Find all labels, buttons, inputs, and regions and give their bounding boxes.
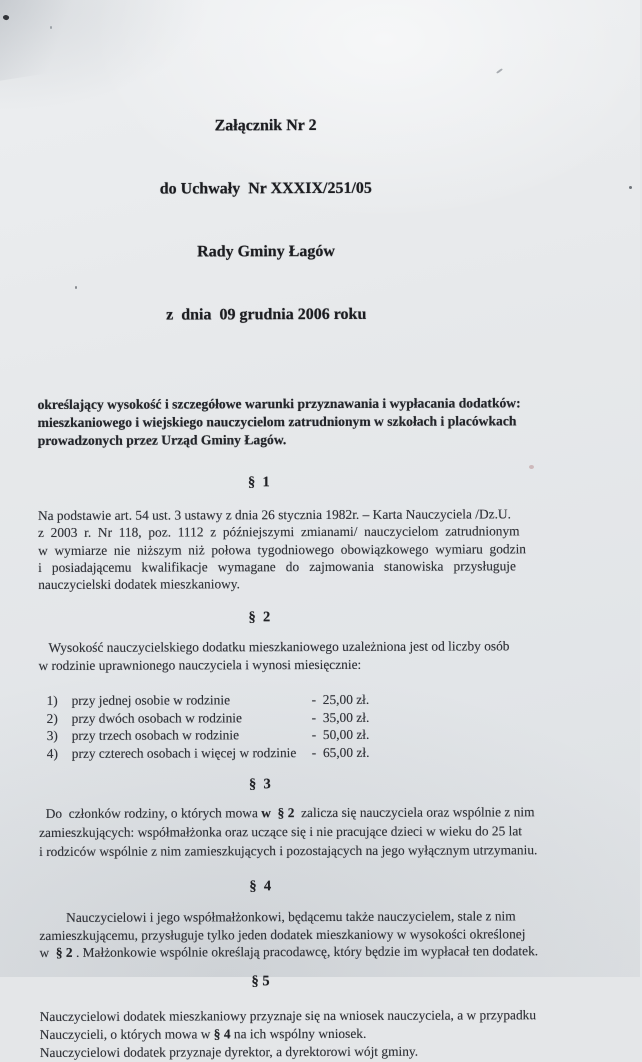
attachment-header xyxy=(36,72,611,368)
item-label: przy czterech osobach i więcej w rodzinie xyxy=(71,744,297,761)
allowance-row xyxy=(39,690,613,710)
item-amount: - 50,00 zł. xyxy=(311,727,370,743)
section-5 xyxy=(40,971,614,1062)
section-4-heading: § 4 xyxy=(249,878,272,895)
attachment-number: Załącznik Nr 2 xyxy=(214,117,317,135)
item-amount: - 25,00 zł. xyxy=(311,691,370,708)
allowance-row xyxy=(39,708,613,728)
section-1-heading: § 1 xyxy=(247,474,270,491)
section-1-body: Na podstawie art. 54 ust. 3 ustawy z dnia 26 stycznia 1982r. – Karta Nauczyciela /Dz.U. z 2003 r. Nr 118, poz. 1112 z późniejszymi zmianami/ nauczycielom zatrudnionym w wymiarze nie niższym niż połowa tygodniowego obowiązkowego wymiaru godzin i posiadającemu kwalifikacje wymagane do zajmowania stanowiska przysługuje nauczycielski dodatek mieszkaniowy. xyxy=(37,506,526,593)
item-number: 1) xyxy=(46,692,58,709)
allowance-list xyxy=(39,690,613,762)
section-4-body: Nauczycielowi i jego współmałżonkowi, będącemu także nauczycielem, stale z nim zamieszkującemu, przysługuje tylko jeden dodatek mieszkaniowy w wysokości określonej w § 2 . Małżonkowie wspólnie określają pracodawcę, który będzie im wypłacał ten dodatek. xyxy=(39,908,539,961)
intro-paragraph: określający wysokość i szczegółowe warunki przyznawania i wypłacania dodatków: mieszkaniowego i wiejskiego nauczycielom zatrudnionym w szkołach i placówkach prowadzonych przez Urząd Gminy Łagów. xyxy=(37,395,521,448)
resolution-date: z dnia 09 grudnia 2006 roku xyxy=(166,305,367,324)
allowance-row xyxy=(39,725,613,745)
council-name: Rady Gminy Łagów xyxy=(197,242,335,261)
section-2-body: Wysokość nauczycielskiego dodatku mieszkaniowego uzależniona jest od liczby osób w rodzinie uprawnionego nauczyciela i wynosi miesięcznie: xyxy=(38,638,510,673)
section-4 xyxy=(39,876,613,962)
section-5-heading: § 5 xyxy=(251,973,270,990)
item-number: 3) xyxy=(46,728,58,744)
item-number: 2) xyxy=(46,710,58,726)
item-amount: - 65,00 zł. xyxy=(311,744,370,760)
item-amount: - 35,00 zł. xyxy=(311,709,370,725)
section-2-heading: § 2 xyxy=(248,609,271,626)
section-2 xyxy=(38,607,613,762)
section-1 xyxy=(38,472,612,593)
item-label: przy jednej osobie w rodzinie xyxy=(71,692,231,708)
section-3 xyxy=(39,774,613,861)
section-3-body: Do członków rodziny, o których mowa w § 2 zalicza się nauczyciela oraz wspólnie z nim zamieszkujących: współmałżonka oraz uczące się i nie pracujące dzieci w wieku do 25 lat i rodziców wspólnie z nim zamieszkujących i pozostających na jego wyłącznym utrzymaniu. xyxy=(38,804,538,860)
item-label: przy dwóch osobach w rodzinie xyxy=(71,709,242,726)
item-label: przy trzech osobach w rodzinie xyxy=(71,727,240,744)
resolution-reference: do Uchwały Nr XXXIX/251/05 xyxy=(159,179,372,198)
section-5-body: Nauczycielowi dodatek mieszkaniowy przyznaje się na wniosek nauczyciela, a w przypadku Nauczycieli, o których mowa w § 4 na ich wspólny wniosek. Nauczycielowi dodatek przyznaje dyrektor, a dyrektorowi wójt gminy. xyxy=(39,1007,537,1060)
section-3-heading: § 3 xyxy=(248,776,271,793)
allowance-row xyxy=(39,743,613,763)
item-number: 4) xyxy=(46,745,58,761)
